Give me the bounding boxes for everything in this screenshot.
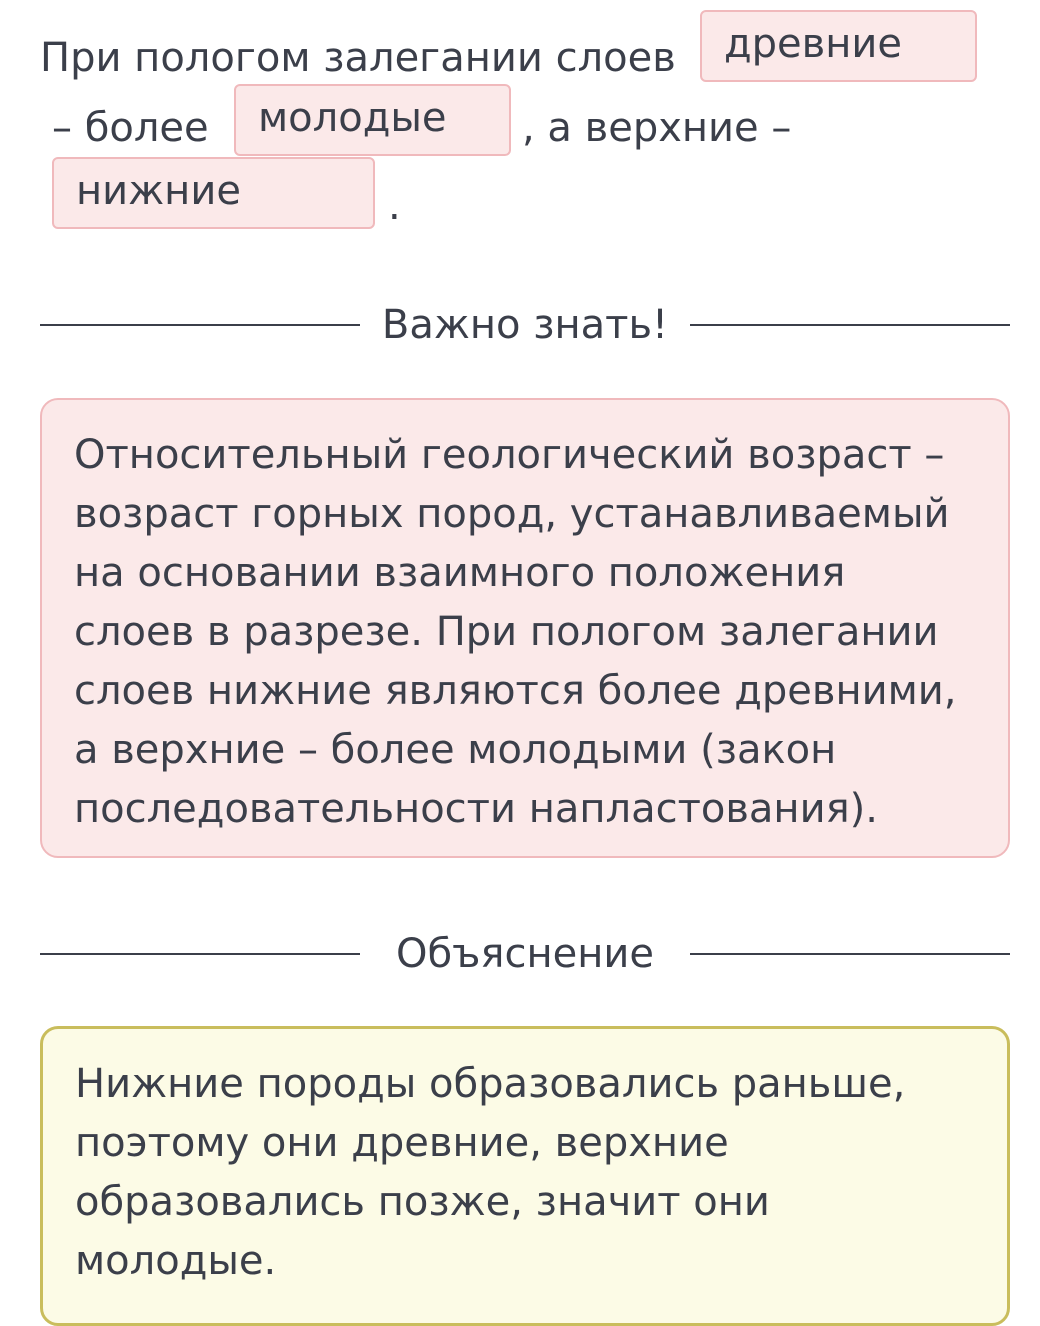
important-text: Относительный геологический возраст – возраст горных пород, устанавливаемый на основании взаимного положения слоев в разрезе. При пологом залегании слоев нижние являются более древними, а верхние – более молодыми (закон последовательности напластования). [74,432,957,832]
answer-blank-3[interactable] [52,157,375,229]
question-text-part1: При пологом залегании слоев [40,35,676,81]
divider-line-right [690,953,1010,955]
important-heading: Важно знать! [381,302,669,348]
answer-blank-1[interactable] [700,10,977,82]
important-card [40,398,1010,858]
explanation-text: Нижние породы образовались раньше, поэтому они древние, верхние образовались позже, значит они молодые. [75,1061,906,1284]
question-text-part3: , а верхние – [522,105,792,151]
answer-blank-2-value: молодые [258,95,447,141]
explanation-heading: Объяснение [396,931,654,977]
answer-blank-2[interactable] [234,84,511,156]
answer-blank-1-value: древние [724,21,902,67]
question-text-part4: . [388,183,401,229]
explanation-card [40,1026,1010,1326]
question-text-part2: – более [52,105,209,151]
important-divider [40,295,1010,355]
answer-blank-3-value: нижние [76,168,241,214]
divider-line-right [690,324,1010,326]
explanation-divider [40,924,1010,984]
